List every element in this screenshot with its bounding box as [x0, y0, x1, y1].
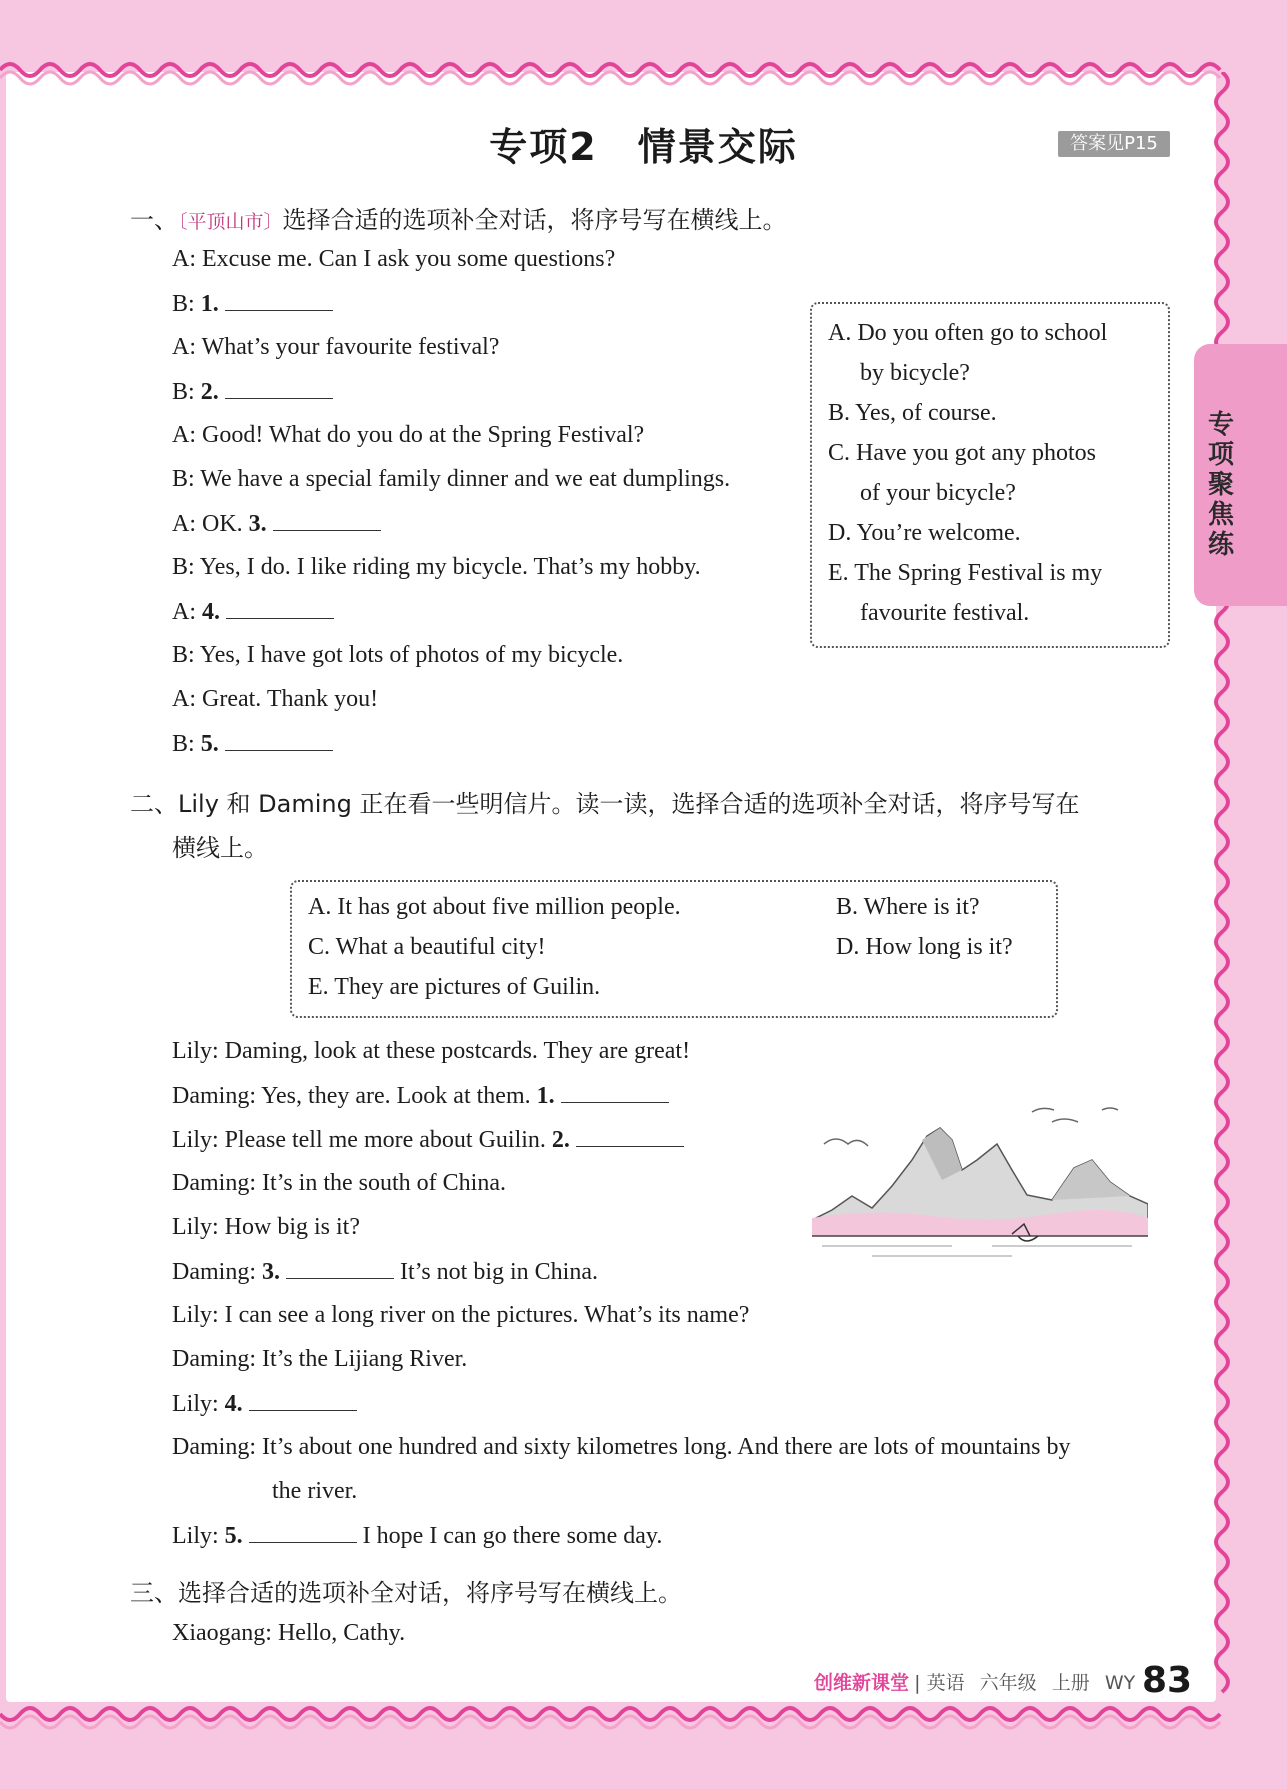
dialogue-line	[172, 1620, 405, 1647]
dialogue-line	[172, 378, 333, 406]
answer-blank[interactable]	[576, 1126, 684, 1147]
dialogue-text: A: OK.	[172, 511, 243, 537]
question-number: 5.	[218, 1523, 243, 1549]
question-number: 3.	[256, 1259, 280, 1285]
dialogue-text: Lily: Please tell me more about Guilin.	[172, 1127, 546, 1153]
dialogue-line	[172, 1214, 360, 1241]
dialogue-line	[172, 334, 499, 361]
dialogue-line	[172, 1390, 357, 1418]
section1-heading: 一、〔平顶山市〕选择合适的选项补全对话，将序号写在横线上。	[130, 206, 787, 234]
dialogue-text: A: Good! What do you do at the Spring Festival?	[172, 422, 645, 448]
footer-edition: WY	[1104, 1672, 1136, 1694]
dialogue-line	[172, 554, 701, 581]
option-text: A. Do you often go to school	[828, 320, 1108, 346]
question-number: 3.	[242, 511, 267, 537]
wavy-right-border	[1208, 72, 1248, 1712]
dialogue-line	[172, 686, 378, 713]
region-tag: 〔平顶山市〕	[178, 211, 283, 233]
dialogue-line	[172, 1522, 662, 1550]
option-text: B. Yes, of course.	[828, 400, 997, 426]
dialogue-text: B: Yes, I do. I like riding my bicycle. That’s my hobby.	[172, 554, 701, 580]
dialogue-text: Lily:	[172, 1523, 219, 1549]
dialogue-text: B:	[172, 731, 195, 757]
dialogue-text: Daming: Yes, they are. Look at them.	[172, 1083, 531, 1109]
dialogue-text: Lily:	[172, 1391, 219, 1417]
question-number: 2.	[545, 1127, 570, 1153]
page-number: 83	[1142, 1660, 1193, 1701]
answer-blank[interactable]	[286, 1258, 394, 1279]
option-text: E. They are pictures of Guilin.	[308, 974, 601, 1000]
dialogue-text-after: It’s not big in China.	[394, 1259, 598, 1285]
dialogue-text: Lily: Daming, look at these postcards. They are great!	[172, 1038, 691, 1064]
dialogue-line	[172, 510, 381, 538]
footer-subject: 英语	[926, 1672, 965, 1694]
answer-reference-badge: 答案见P15	[1058, 131, 1170, 157]
question-number: 1.	[530, 1083, 555, 1109]
option-text: E. The Spring Festival is my	[828, 560, 1103, 586]
dialogue-line	[172, 1170, 506, 1197]
dialogue-line	[172, 642, 623, 669]
question-number: 1.	[194, 291, 219, 317]
answer-blank[interactable]	[249, 1390, 357, 1411]
dialogue-text: B:	[172, 379, 195, 405]
dialogue-line	[172, 1302, 749, 1329]
dialogue-line	[172, 1346, 467, 1373]
dialogue-line	[172, 1038, 690, 1065]
footer-grade: 六年级	[979, 1672, 1037, 1694]
section1-options-box	[810, 302, 1170, 648]
dialogue-line	[172, 290, 333, 318]
option-text: favourite festival.	[860, 600, 1030, 626]
dialogue-text: Daming: It’s the Lijiang River.	[172, 1346, 468, 1372]
dialogue-text: A: What’s your favourite festival?	[172, 334, 500, 360]
answer-blank[interactable]	[225, 378, 333, 399]
answer-blank[interactable]	[226, 598, 334, 619]
question-number: 5.	[194, 731, 219, 757]
dialogue-line	[172, 1434, 1071, 1461]
question-number: 4.	[218, 1391, 243, 1417]
footer-brand: 创维新课堂	[814, 1672, 910, 1694]
dialogue-line	[172, 1082, 669, 1110]
dialogue-text: A: Great. Thank you!	[172, 686, 379, 712]
dialogue-text: A: Excuse me. Can I ask you some questions?	[172, 246, 616, 272]
dialogue-text: Lily: I can see a long river on the pictures. What’s its name?	[172, 1302, 750, 1328]
dialogue-line	[172, 422, 644, 449]
question-number: 2.	[194, 379, 219, 405]
dialogue-text: Daming:	[172, 1259, 256, 1285]
dialogue-text: B:	[172, 291, 195, 317]
dialogue-line	[172, 598, 334, 626]
dialogue-line	[172, 1126, 684, 1154]
dialogue-line	[172, 466, 730, 493]
dialogue-line	[172, 730, 333, 758]
option-text: of your bicycle?	[860, 480, 1016, 506]
dialogue-text-after: I hope I can go there some day.	[356, 1523, 663, 1549]
dialogue-text: B: Yes, I have got lots of photos of my bicycle.	[172, 642, 624, 668]
section3-heading: 三、选择合适的选项补全对话，将序号写在横线上。	[130, 1579, 682, 1607]
section2-heading-line1: 二、Lily 和 Daming 正在看一些明信片。读一读，选择合适的选项补全对话，将序号写在	[130, 790, 1080, 818]
option-text: A. It has got about five million people.	[308, 894, 681, 920]
dialogue-text: Daming: It’s in the south of China.	[172, 1170, 506, 1196]
wavy-top-border	[0, 48, 1240, 88]
option-text: by bicycle?	[860, 360, 970, 386]
answer-blank[interactable]	[225, 730, 333, 751]
answer-blank[interactable]	[249, 1522, 357, 1543]
option-text: D. How long is it?	[836, 934, 1013, 960]
option-text: C. Have you got any photos	[828, 440, 1096, 466]
dialogue-text: the river.	[272, 1478, 358, 1504]
section2-heading-line2: 横线上。	[172, 834, 268, 862]
dialogue-text: B: We have a special family dinner and we eat dumplings.	[172, 466, 731, 492]
footer-volume: 上册	[1051, 1672, 1090, 1694]
footer-info: 创维新课堂 | 英语 六年级 上册 WY	[814, 1672, 1136, 1694]
dialogue-line	[172, 246, 615, 273]
dialogue-text: Xiaogang: Hello, Cathy.	[172, 1620, 406, 1646]
dialogue-line	[272, 1478, 357, 1505]
guilin-landscape-illustration	[812, 1100, 1148, 1275]
page-title: 专项2 情景交际	[489, 125, 798, 169]
wavy-bottom-border	[0, 1702, 1240, 1742]
option-text: D. You’re welcome.	[828, 520, 1021, 546]
answer-blank[interactable]	[273, 510, 381, 531]
dialogue-text: Lily: How big is it?	[172, 1214, 360, 1240]
option-text: B. Where is it?	[836, 894, 980, 920]
answer-blank[interactable]	[225, 290, 333, 311]
dialogue-text: Daming: It’s about one hundred and sixty kilometres long. And there are lots of mountains by	[172, 1434, 1071, 1460]
question-number: 4.	[196, 599, 220, 625]
dialogue-line	[172, 1258, 598, 1286]
side-tab-label: 专项聚焦练	[1207, 410, 1234, 560]
dialogue-text: A:	[172, 599, 196, 625]
answer-blank[interactable]	[561, 1082, 669, 1103]
option-text: C. What a beautiful city!	[308, 934, 546, 960]
